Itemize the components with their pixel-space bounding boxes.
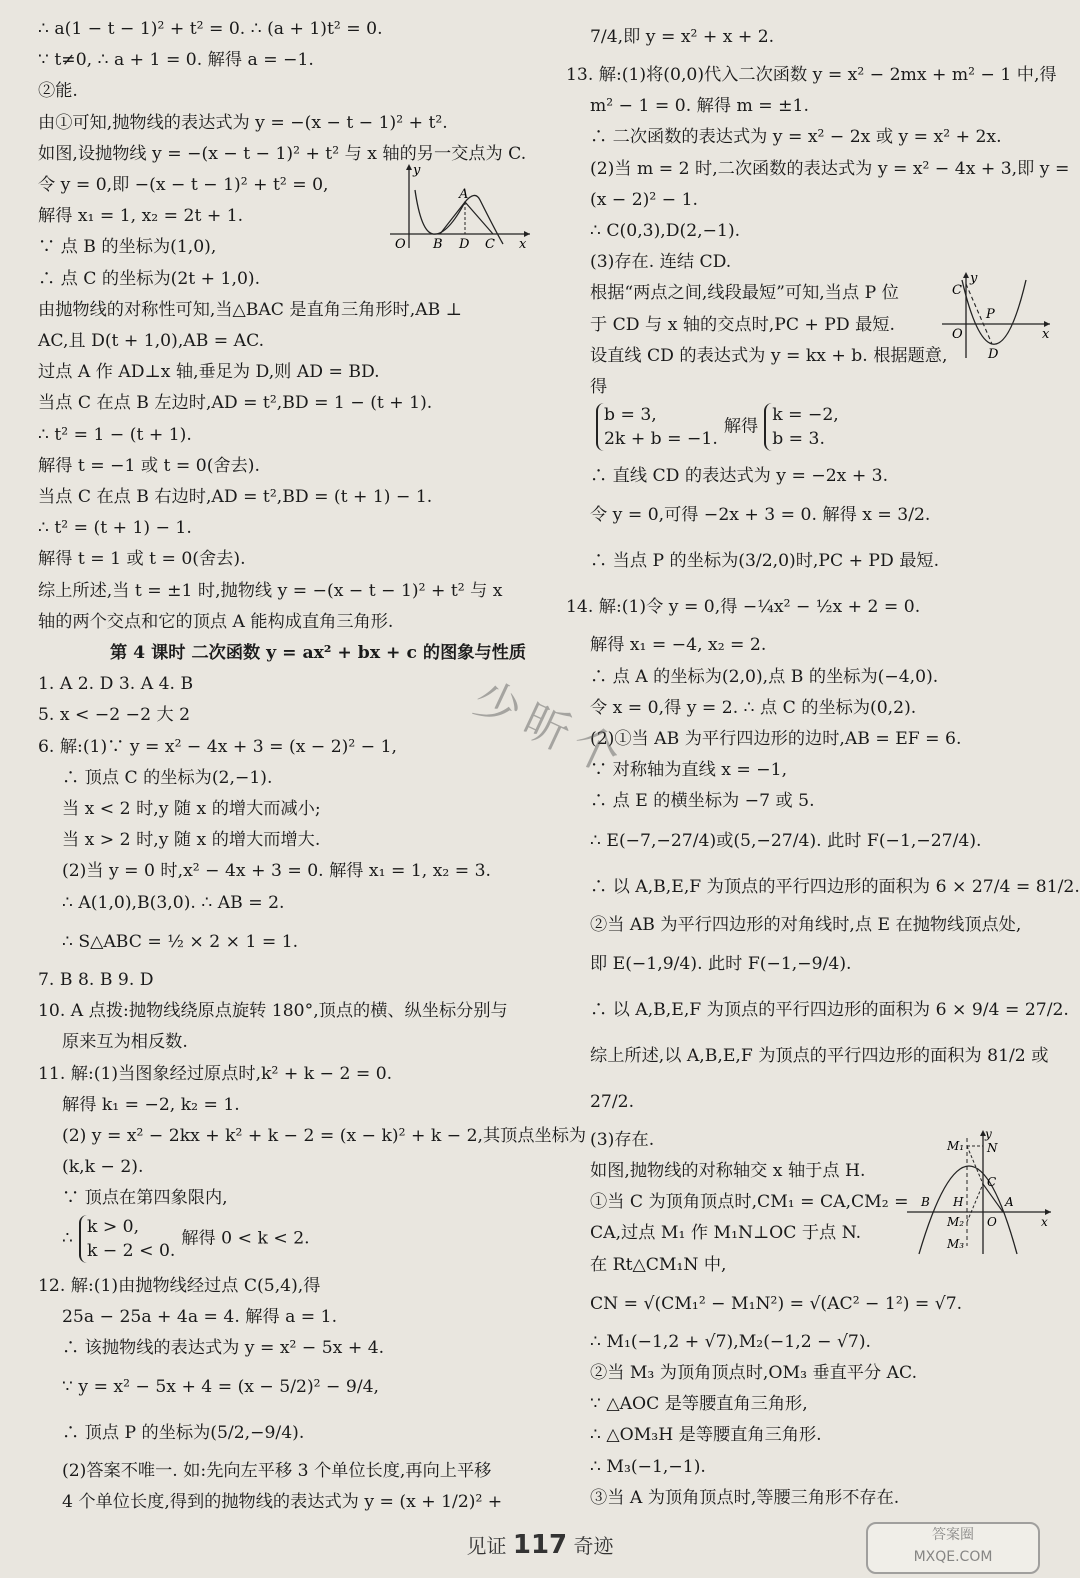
brace-system bbox=[596, 403, 718, 451]
text-line: ∴ C(0,3),D(2,−1). bbox=[590, 221, 741, 242]
text-line: 令 y = 0,即 −(x − t − 1)² + t² = 0, bbox=[38, 175, 329, 196]
text-line: AC,且 D(t + 1,0),AB = AC. bbox=[38, 331, 265, 352]
fig-label: C bbox=[987, 1175, 997, 1189]
page-number: 117 bbox=[512, 1530, 568, 1560]
text-line: 即 E(−1,9/4). 此时 F(−1,−9/4). bbox=[590, 953, 852, 974]
text-line: ∴ 点 A 的坐标为(2,0),点 B 的坐标为(−4,0). bbox=[590, 666, 939, 687]
section-heading: 第 4 课时 二次函数 y = ax² + bx + c 的图象与性质 bbox=[109, 643, 527, 664]
sys-line: b = 3. bbox=[772, 429, 825, 450]
text-line: ∴ E(−7,−27/4)或(5,−27/4). 此时 F(−1,−27/4). bbox=[590, 830, 982, 851]
text-line: 1. A 2. D 3. A 4. B bbox=[38, 674, 194, 695]
text-line: m² − 1 = 0. 解得 m = ±1. bbox=[590, 96, 809, 117]
fig-label: H bbox=[953, 1195, 964, 1209]
text-line: 设直线 CD 的表达式为 y = kx + b. 根据题意, bbox=[590, 345, 948, 366]
fig-label: D bbox=[459, 237, 470, 250]
fig-label: y bbox=[413, 163, 421, 178]
text-line: ③当 A 为顶角顶点时,等腰三角形不存在. bbox=[590, 1487, 900, 1508]
text-line: 5. x < −2 −2 大 2 bbox=[38, 705, 191, 726]
text-line: 在 Rt△CM₁N 中, bbox=[590, 1254, 727, 1275]
text-line: (2)①当 AB 为平行四边形的边时,AB = EF = 6. bbox=[590, 729, 962, 750]
text-line: 10. A 点拨:抛物线绕原点旋转 180°,顶点的横、纵坐标分别与 bbox=[38, 1001, 508, 1022]
inequality-system: ∴k > 0, k − 2 < 0.解得 0 < k < 2. bbox=[62, 1216, 310, 1261]
figure-parabola-m-points bbox=[905, 1126, 1055, 1258]
text-line: ∵ △AOC 是等腰直角三角形, bbox=[590, 1394, 808, 1415]
equation-system bbox=[566, 403, 1056, 461]
text-line: (3)存在. 连结 CD. bbox=[590, 252, 732, 273]
text-line: (k,k − 2). bbox=[62, 1157, 144, 1178]
text-line: ∴ 以 A,B,E,F 为顶点的平行四边形的面积为 6 × 9/4 = 27/2. bbox=[590, 999, 1069, 1020]
text-line: (3)存在. bbox=[590, 1129, 655, 1150]
text-line: ∴ 点 E 的横坐标为 −7 或 5. bbox=[590, 791, 815, 812]
text-line: 7. B 8. B 9. D bbox=[38, 969, 154, 990]
fig-label: B bbox=[433, 237, 443, 250]
text-line: ∴ 以 A,B,E,F 为顶点的平行四边形的面积为 6 × 27/4 = 81/2. bbox=[590, 876, 1080, 897]
fig-label: O bbox=[952, 327, 963, 342]
text-line: ∴ t² = (t + 1) − 1. bbox=[38, 518, 192, 539]
sys-line: k > 0, bbox=[86, 1216, 140, 1237]
sys-line: 2k + b = −1. bbox=[604, 429, 718, 450]
sys-result: 解得 0 < k < 2. bbox=[181, 1228, 310, 1249]
brace-system bbox=[764, 403, 839, 451]
text-line: 由抛物线的对称性可知,当△BAC 是直角三角形时,AB ⊥ bbox=[38, 299, 462, 320]
fig-label: N bbox=[987, 1141, 998, 1155]
text-line: ∴ S△ABC = ½ × 2 × 1 = 1. bbox=[62, 931, 299, 952]
text-line: 解得 k₁ = −2, k₂ = 1. bbox=[62, 1094, 240, 1115]
figure-parabola-abc bbox=[385, 160, 535, 250]
fig-label: O bbox=[395, 237, 406, 250]
fig-label: D bbox=[988, 347, 999, 360]
sys-line: k = −2, bbox=[772, 405, 839, 426]
figure-parabola-cpd bbox=[940, 270, 1055, 360]
fig-label: x bbox=[1042, 327, 1050, 342]
text-line: 25a − 25a + 4a = 4. 解得 a = 1. bbox=[62, 1306, 338, 1327]
sys-label: 解得 bbox=[723, 416, 759, 437]
text-line: 原来互为相反数. bbox=[62, 1032, 188, 1053]
text-line: ∴ 二次函数的表达式为 y = x² − 2x 或 y = x² + 2x. bbox=[590, 127, 1002, 148]
text-line: 综上所述,以 A,B,E,F 为顶点的平行四边形的面积为 81/2 或 bbox=[590, 1045, 1049, 1066]
text-line: 当 x > 2 时,y 随 x 的增大而增大. bbox=[62, 830, 321, 851]
fig-label: O bbox=[987, 1215, 997, 1229]
text-line: 令 y = 0,可得 −2x + 3 = 0. 解得 x = 3/2. bbox=[590, 505, 931, 526]
text-line: 轴的两个交点和它的顶点 A 能构成直角三角形. bbox=[38, 611, 394, 632]
fig-label: B bbox=[921, 1195, 930, 1209]
text-line: 6. 解:(1)∵ y = x² − 4x + 3 = (x − 2)² − 1, bbox=[38, 736, 397, 757]
text-line: ∴ 当点 P 的坐标为(3/2,0)时,PC + PD 最短. bbox=[590, 551, 940, 572]
text-line: CN = √(CM₁² − M₁N²) = √(AC² − 1²) = √7. bbox=[590, 1293, 963, 1314]
text-line: 根据“两点之间,线段最短”可知,当点 P 位 bbox=[590, 283, 899, 304]
text-line: 过点 A 作 AD⊥x 轴,垂足为 D,则 AD = BD. bbox=[38, 362, 380, 383]
fig-label: M₂ bbox=[947, 1215, 965, 1229]
fig-label: x bbox=[1041, 1215, 1048, 1229]
text-line: 令 x = 0,得 y = 2. ∴ 点 C 的坐标为(0,2). bbox=[590, 697, 917, 718]
brace-system bbox=[79, 1215, 175, 1263]
fig-label: C bbox=[485, 237, 495, 250]
text-line: ∵ t≠0, ∴ a + 1 = 0. 解得 a = −1. bbox=[38, 50, 314, 71]
handwriting-mark: 少昕个 bbox=[465, 669, 636, 788]
text-line: 12. 解:(1)由抛物线经过点 C(5,4),得 bbox=[38, 1275, 321, 1296]
text-line: 4 个单位长度,得到的抛物线的表达式为 y = (x + 1/2)² + bbox=[62, 1492, 503, 1513]
text-line: 7/4,即 y = x² + x + 2. bbox=[590, 27, 775, 47]
text-line: 解得 x₁ = −4, x₂ = 2. bbox=[590, 635, 767, 656]
fig-label: y bbox=[985, 1127, 992, 1141]
text-line: 解得 t = −1 或 t = 0(舍去). bbox=[38, 455, 260, 476]
text-line: (2)当 y = 0 时,x² − 4x + 3 = 0. 解得 x₁ = 1, x₂ = 3. bbox=[62, 861, 491, 882]
sys-line: k − 2 < 0. bbox=[86, 1240, 176, 1261]
text-line: 解得 x₁ = 1, x₂ = 2t + 1. bbox=[38, 206, 244, 227]
fig-label: A bbox=[1005, 1195, 1014, 1209]
text-line: (2)当 m = 2 时,二次函数的表达式为 y = x² − 4x + 3,即 y = bbox=[590, 158, 1070, 179]
text-line: ∴ a(1 − t − 1)² + t² = 0. ∴ (a + 1)t² = 0. bbox=[38, 19, 383, 39]
text-line: 当点 C 在点 B 右边时,AD = t²,BD = (t + 1) − 1. bbox=[38, 487, 433, 508]
text-line: CA,过点 M₁ 作 M₁N⊥OC 于点 N. bbox=[590, 1223, 862, 1244]
fig-label: M₃ bbox=[947, 1237, 965, 1251]
text-line: ∵ 顶点在第四象限内, bbox=[62, 1188, 228, 1209]
text-line: 综上所述,当 t = ±1 时,抛物线 y = −(x − t − 1)² + t² 与 x bbox=[38, 580, 503, 601]
text-line: 如图,抛物线的对称轴交 x 轴于点 H. bbox=[590, 1161, 866, 1182]
text-line: ②当 M₃ 为顶角顶点时,OM₃ 垂直平分 AC. bbox=[590, 1363, 918, 1384]
text-line: 于 CD 与 x 轴的交点时,PC + PD 最短. bbox=[590, 314, 895, 335]
fig-label: M₁ bbox=[947, 1139, 965, 1153]
text-line: 得 bbox=[590, 377, 608, 398]
text-line: ∴ 该抛物线的表达式为 y = x² − 5x + 4. bbox=[62, 1337, 385, 1358]
text-line: 11. 解:(1)当图象经过原点时,k² + k − 2 = 0. bbox=[38, 1063, 393, 1084]
fig-label: P bbox=[986, 307, 995, 322]
text-line: ∵ 点 B 的坐标为(1,0), bbox=[38, 237, 217, 258]
text-line: 13. 解:(1)将(0,0)代入二次函数 y = x² − 2mx + m² − 1 中,得 bbox=[566, 65, 1057, 85]
sys-line: b = 3, bbox=[604, 405, 657, 426]
fig-label: x bbox=[519, 237, 527, 250]
text-line: ∴ M₃(−1,−1). bbox=[590, 1456, 706, 1477]
text-line: 14. 解:(1)令 y = 0,得 −¼x² − ½x + 2 = 0. bbox=[566, 597, 921, 618]
text-line: (2) y = x² − 2kx + k² + k − 2 = (x − k)² + k − 2,其顶点坐标为 bbox=[62, 1125, 587, 1146]
text-line: 27/2. bbox=[590, 1091, 635, 1112]
text-line: 解得 t = 1 或 t = 0(舍去). bbox=[38, 549, 246, 570]
watermark-title: 答案圈 bbox=[932, 1527, 974, 1543]
text-line: 当点 C 在点 B 左边时,AD = t²,BD = 1 − (t + 1). bbox=[38, 393, 433, 414]
text-line: (x − 2)² − 1. bbox=[590, 189, 698, 210]
text-line: ∴ 顶点 C 的坐标为(2,−1). bbox=[62, 767, 273, 788]
text-line: ②当 AB 为平行四边形的对角线时,点 E 在抛物线顶点处, bbox=[590, 914, 1022, 935]
text-line: ∴ 点 C 的坐标为(2t + 1,0). bbox=[38, 268, 261, 289]
text-line: (2)答案不唯一. 如:先向左平移 3 个单位长度,再向上平移 bbox=[62, 1461, 492, 1482]
text-line: 当 x < 2 时,y 随 x 的增大而减小; bbox=[62, 799, 321, 820]
text-line: ∴ A(1,0),B(3,0). ∴ AB = 2. bbox=[62, 892, 285, 913]
text-line: ∵ 对称轴为直线 x = −1, bbox=[590, 760, 788, 781]
footer-right: 奇迹 bbox=[573, 1534, 614, 1558]
fig-label: y bbox=[970, 271, 978, 286]
fig-label: A bbox=[459, 187, 469, 202]
text-line: ∵ y = x² − 5x + 4 = (x − 5/2)² − 9/4, bbox=[62, 1377, 380, 1398]
text-line: ∴ △OM₃H 是等腰直角三角形. bbox=[590, 1425, 822, 1446]
text-line: 如图,设抛物线 y = −(x − t − 1)² + t² 与 x 轴的另一交点为 C. bbox=[38, 143, 527, 164]
text-line: 由①可知,抛物线的表达式为 y = −(x − t − 1)² + t². bbox=[38, 112, 448, 133]
fig-label: C bbox=[952, 283, 962, 298]
text-line: ∴ 直线 CD 的表达式为 y = −2x + 3. bbox=[590, 466, 889, 487]
text-line: ①当 C 为顶角顶点时,CM₁ = CA,CM₂ = bbox=[590, 1192, 909, 1213]
watermark-url: MXQE.COM bbox=[913, 1549, 993, 1565]
text-line: ∴ 顶点 P 的坐标为(5/2,−9/4). bbox=[62, 1423, 305, 1444]
text-line: ∴ M₁(−1,2 + √7),M₂(−1,2 − √7). bbox=[590, 1331, 872, 1352]
footer-left: 见证 bbox=[466, 1534, 507, 1558]
text-line: ∴ t² = 1 − (t + 1). bbox=[38, 424, 192, 445]
text-line: ②能. bbox=[38, 81, 78, 102]
watermark-logo bbox=[866, 1522, 1040, 1574]
